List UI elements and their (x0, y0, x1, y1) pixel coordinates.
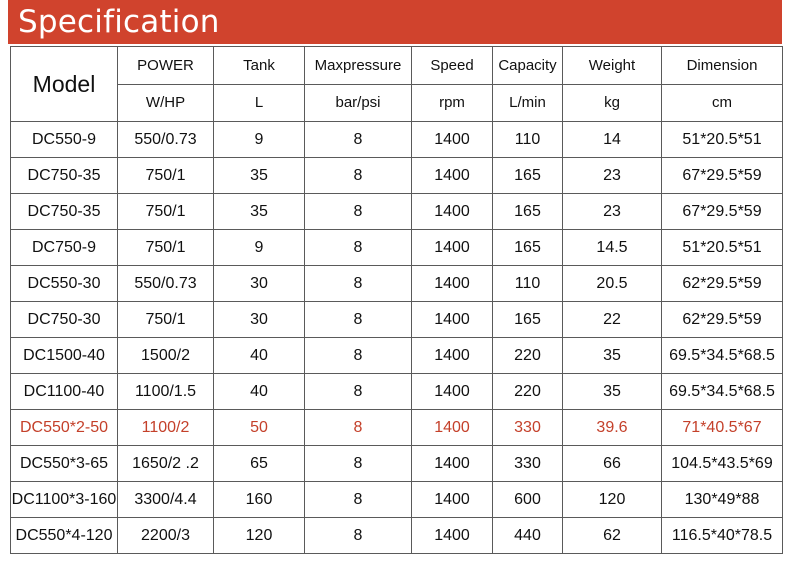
cell-model: DC550-9 (11, 122, 118, 158)
cell-capacity: 165 (493, 302, 563, 338)
cell-power: 1100/2 (118, 410, 214, 446)
cell-weight: 35 (563, 338, 662, 374)
cell-model: DC550*4-120 (11, 518, 118, 554)
table-row (11, 338, 783, 374)
cell-maxpressure: 8 (305, 230, 412, 266)
cell-speed: 1400 (412, 230, 493, 266)
model-header: Model (11, 47, 118, 122)
cell-weight: 23 (563, 194, 662, 230)
cell-dimension: 69.5*34.5*68.5 (662, 338, 783, 374)
cell-maxpressure: 8 (305, 302, 412, 338)
cell-tank: 160 (214, 482, 305, 518)
cell-model: DC1100-40 (11, 374, 118, 410)
cell-power: 1650/2 .2 (118, 446, 214, 482)
table-row (11, 122, 783, 158)
cell-model: DC1500-40 (11, 338, 118, 374)
cell-model: DC750-35 (11, 194, 118, 230)
cell-maxpressure: 8 (305, 482, 412, 518)
cell-model: DC750-30 (11, 302, 118, 338)
cell-power: 550/0.73 (118, 266, 214, 302)
column-header-speed: Speed (412, 47, 493, 85)
cell-capacity: 220 (493, 374, 563, 410)
unit-dimension: cm (662, 85, 783, 122)
cell-maxpressure: 8 (305, 518, 412, 554)
cell-tank: 30 (214, 302, 305, 338)
cell-tank: 9 (214, 230, 305, 266)
cell-power: 2200/3 (118, 518, 214, 554)
unit-tank: L (214, 85, 305, 122)
cell-tank: 35 (214, 158, 305, 194)
column-header-maxpressure: Maxpressure (305, 47, 412, 85)
cell-dimension: 67*29.5*59 (662, 194, 783, 230)
cell-dimension: 62*29.5*59 (662, 302, 783, 338)
unit-maxpressure: bar/psi (305, 85, 412, 122)
cell-dimension: 51*20.5*51 (662, 230, 783, 266)
table-row (11, 266, 783, 302)
cell-capacity: 600 (493, 482, 563, 518)
cell-weight: 20.5 (563, 266, 662, 302)
cell-capacity: 110 (493, 266, 563, 302)
cell-capacity: 165 (493, 230, 563, 266)
table-row (11, 410, 783, 446)
cell-maxpressure: 8 (305, 266, 412, 302)
cell-speed: 1400 (412, 446, 493, 482)
cell-tank: 120 (214, 518, 305, 554)
header-row (11, 47, 783, 85)
cell-speed: 1400 (412, 374, 493, 410)
cell-speed: 1400 (412, 410, 493, 446)
column-header-dimension: Dimension (662, 47, 783, 85)
cell-weight: 39.6 (563, 410, 662, 446)
cell-weight: 66 (563, 446, 662, 482)
cell-weight: 120 (563, 482, 662, 518)
cell-capacity: 220 (493, 338, 563, 374)
cell-tank: 40 (214, 338, 305, 374)
table-row (11, 194, 783, 230)
cell-tank: 35 (214, 194, 305, 230)
specification-table (10, 46, 783, 554)
cell-model: DC550*3-65 (11, 446, 118, 482)
cell-model: DC550*2-50 (11, 410, 118, 446)
cell-speed: 1400 (412, 266, 493, 302)
cell-power: 750/1 (118, 158, 214, 194)
cell-dimension: 104.5*43.5*69 (662, 446, 783, 482)
table-row (11, 518, 783, 554)
cell-dimension: 62*29.5*59 (662, 266, 783, 302)
cell-power: 750/1 (118, 194, 214, 230)
cell-speed: 1400 (412, 518, 493, 554)
cell-weight: 35 (563, 374, 662, 410)
cell-tank: 65 (214, 446, 305, 482)
unit-capacity: L/min (493, 85, 563, 122)
cell-weight: 14 (563, 122, 662, 158)
cell-speed: 1400 (412, 302, 493, 338)
cell-dimension: 67*29.5*59 (662, 158, 783, 194)
cell-power: 750/1 (118, 230, 214, 266)
cell-capacity: 165 (493, 194, 563, 230)
unit-speed: rpm (412, 85, 493, 122)
column-header-power: POWER (118, 47, 214, 85)
cell-dimension: 116.5*40*78.5 (662, 518, 783, 554)
cell-tank: 9 (214, 122, 305, 158)
cell-model: DC550-30 (11, 266, 118, 302)
table-row (11, 482, 783, 518)
banner-title: Specification (18, 4, 220, 40)
cell-maxpressure: 8 (305, 446, 412, 482)
unit-row (11, 85, 783, 122)
table-row (11, 446, 783, 482)
cell-power: 550/0.73 (118, 122, 214, 158)
cell-capacity: 110 (493, 122, 563, 158)
cell-maxpressure: 8 (305, 158, 412, 194)
cell-tank: 40 (214, 374, 305, 410)
cell-maxpressure: 8 (305, 338, 412, 374)
cell-dimension: 51*20.5*51 (662, 122, 783, 158)
cell-speed: 1400 (412, 194, 493, 230)
column-header-capacity: Capacity (493, 47, 563, 85)
cell-capacity: 330 (493, 446, 563, 482)
cell-maxpressure: 8 (305, 410, 412, 446)
cell-maxpressure: 8 (305, 374, 412, 410)
cell-model: DC750-35 (11, 158, 118, 194)
specification-banner (8, 0, 782, 44)
unit-power: W/HP (118, 85, 214, 122)
cell-tank: 30 (214, 266, 305, 302)
cell-tank: 50 (214, 410, 305, 446)
unit-weight: kg (563, 85, 662, 122)
cell-model: DC750-9 (11, 230, 118, 266)
cell-power: 3300/4.4 (118, 482, 214, 518)
cell-capacity: 440 (493, 518, 563, 554)
cell-weight: 23 (563, 158, 662, 194)
cell-model: DC1100*3-160 (11, 482, 118, 518)
cell-power: 1100/1.5 (118, 374, 214, 410)
cell-weight: 22 (563, 302, 662, 338)
cell-speed: 1400 (412, 158, 493, 194)
table-row (11, 374, 783, 410)
cell-speed: 1400 (412, 122, 493, 158)
cell-maxpressure: 8 (305, 122, 412, 158)
cell-capacity: 330 (493, 410, 563, 446)
cell-dimension: 71*40.5*67 (662, 410, 783, 446)
cell-maxpressure: 8 (305, 194, 412, 230)
cell-power: 1500/2 (118, 338, 214, 374)
table-row (11, 158, 783, 194)
column-header-tank: Tank (214, 47, 305, 85)
cell-speed: 1400 (412, 338, 493, 374)
table-row (11, 302, 783, 338)
cell-weight: 62 (563, 518, 662, 554)
cell-weight: 14.5 (563, 230, 662, 266)
cell-dimension: 69.5*34.5*68.5 (662, 374, 783, 410)
column-header-weight: Weight (563, 47, 662, 85)
cell-speed: 1400 (412, 482, 493, 518)
cell-capacity: 165 (493, 158, 563, 194)
table-row (11, 230, 783, 266)
cell-dimension: 130*49*88 (662, 482, 783, 518)
cell-power: 750/1 (118, 302, 214, 338)
